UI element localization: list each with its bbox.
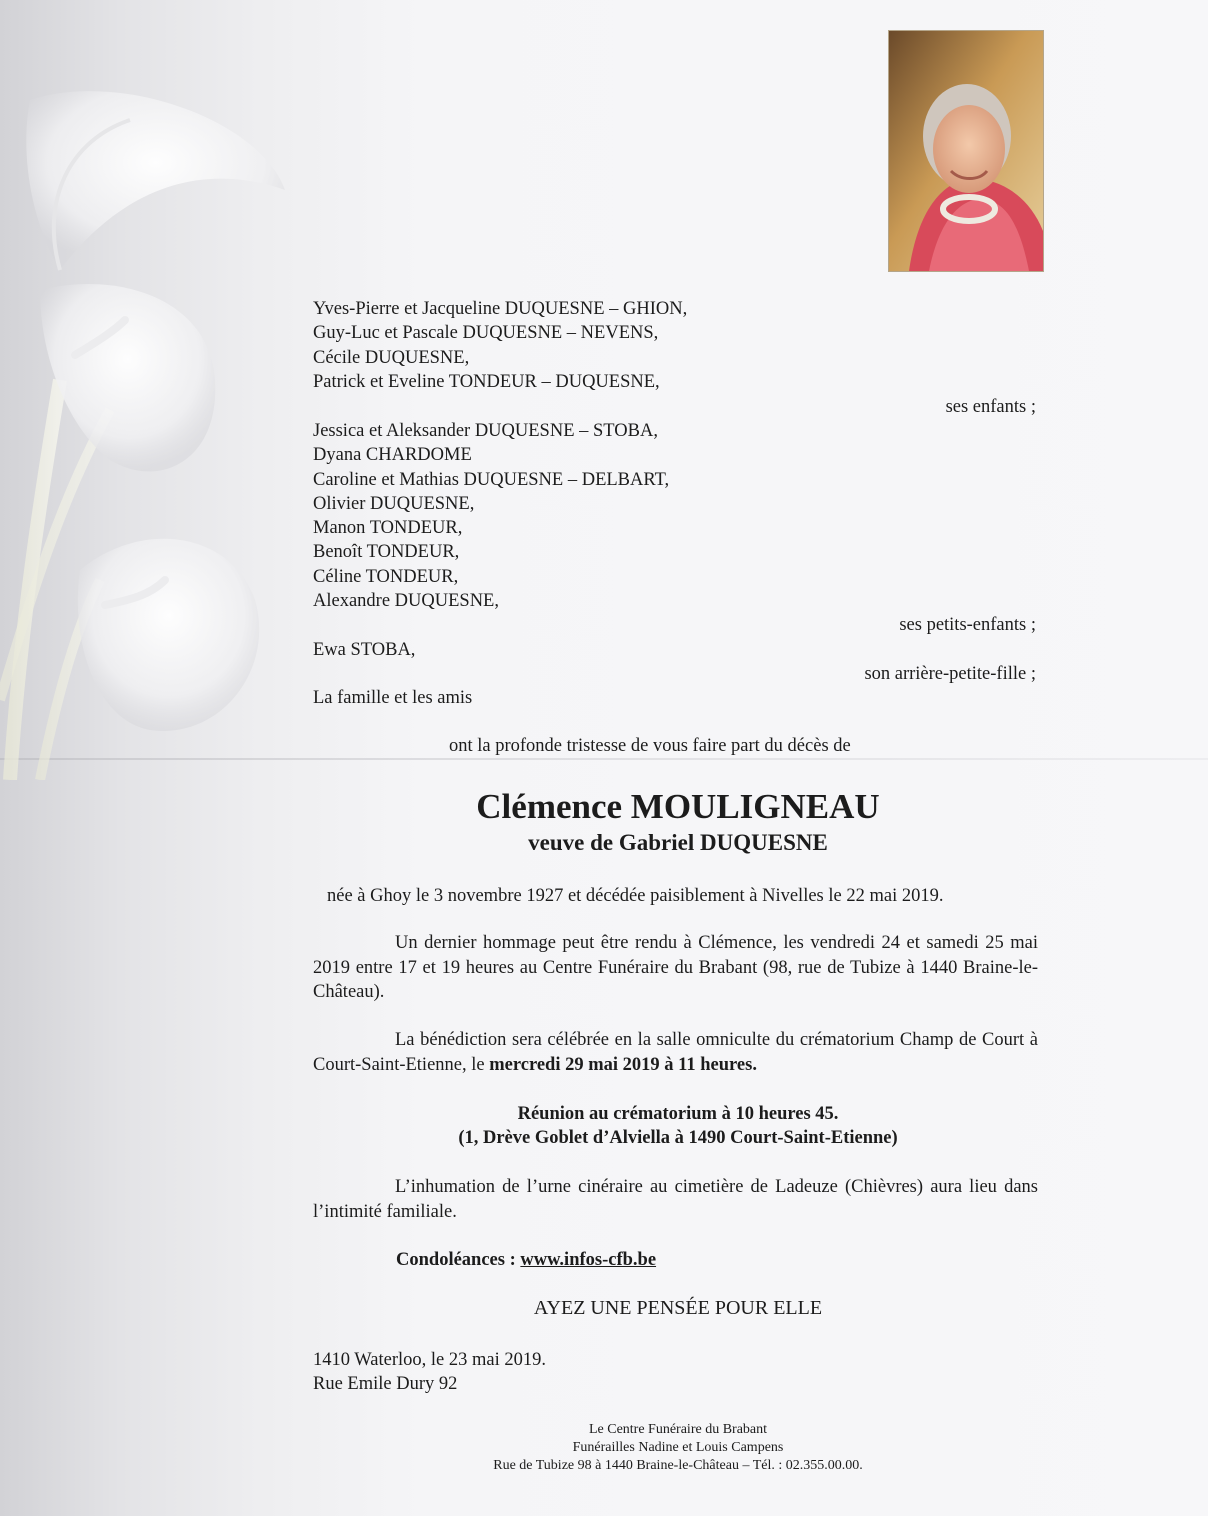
child-entry: Guy-Luc et Pascale DUQUESNE – NEVENS, bbox=[313, 323, 659, 344]
blessing-paragraph bbox=[313, 1028, 1038, 1077]
tribute-text: Un dernier hommage peut être rendu à Clémence, les vendredi 24 et samedi 25 mai 2019 entre 17 et 19 heures au Centre Funéraire du Brabant (98, rue de Tubize à 1440 Braine-le-Château). bbox=[313, 933, 1038, 1002]
portrait-photo bbox=[888, 30, 1044, 272]
blessing-text: La bénédiction sera célébrée en la salle omniculte du crématorium Champ de Court à Court-Saint-Etienne, le bbox=[313, 1030, 1038, 1075]
grandchild-entry: Caroline et Mathias DUQUESNE – DELBART, bbox=[313, 469, 670, 490]
grandchild-entry: Céline TONDEUR, bbox=[313, 566, 459, 587]
meeting-line-1: Réunion au crématorium à 10 heures 45. bbox=[517, 1104, 839, 1124]
announcement-text: ont la profonde tristesse de vous faire part du décès de bbox=[449, 736, 851, 756]
burial-text: L’inhumation de l’urne cinéraire au cimetière de Ladeuze (Chièvres) aura lieu dans l’intimité familiale. bbox=[313, 1177, 1038, 1222]
grandchild-entry: Alexandre DUQUESNE, bbox=[313, 591, 499, 612]
grandchild-entry: Jessica et Aleksander DUQUESNE – STOBA, bbox=[313, 421, 658, 441]
grandchild-entry: Benoît TONDEUR, bbox=[313, 542, 460, 563]
deceased-first-name: Clémence bbox=[476, 787, 623, 826]
meeting-line-2: (1, Drève Goblet d’Alviella à 1490 Court-Saint-Etienne) bbox=[458, 1128, 898, 1148]
home-address: Rue Emile Dury 92 bbox=[313, 1374, 458, 1394]
footer-line-2: Funérailles Nadine et Louis Campens bbox=[572, 1440, 784, 1455]
children-label: ses enfants ; bbox=[945, 397, 1036, 417]
widow-of: veuve de Gabriel DUQUESNE bbox=[528, 830, 828, 855]
funeral-home-footer bbox=[313, 1421, 1043, 1475]
burial-paragraph bbox=[313, 1175, 1038, 1224]
deceased-last-name: MOULIGNEAU bbox=[630, 787, 880, 826]
deceased-name bbox=[313, 786, 1043, 828]
great-grandchild-entry: Ewa STOBA, bbox=[313, 640, 416, 660]
grandchild-entry: Manon TONDEUR, bbox=[313, 518, 463, 539]
children-list bbox=[313, 297, 687, 394]
great-grandchild-label: son arrière-petite-fille ; bbox=[864, 664, 1036, 684]
footer-line-3: Rue de Tubize 98 à 1440 Braine-le-Château – Tél. : 02.355.00.00. bbox=[493, 1458, 863, 1473]
child-entry: Cécile DUQUESNE, bbox=[313, 347, 470, 368]
footer-line-1: Le Centre Funéraire du Brabant bbox=[588, 1422, 768, 1437]
grandchild-entry: Olivier DUQUESNE, bbox=[313, 493, 475, 514]
grandchildren-list bbox=[313, 419, 669, 613]
grandchild-entry: Dyana CHARDOME bbox=[313, 445, 472, 466]
condolences-link[interactable]: www.infos-cfb.be bbox=[520, 1250, 657, 1270]
calla-lily-decoration-icon bbox=[0, 80, 300, 780]
grandchildren-label: ses petits-enfants ; bbox=[899, 615, 1036, 635]
blessing-datetime: mercredi 29 mai 2019 à 11 heures. bbox=[489, 1054, 757, 1075]
child-entry: Patrick et Eveline TONDEUR – DUQUESNE, bbox=[313, 371, 660, 392]
condolences-label: Condoléances : bbox=[396, 1250, 516, 1270]
place-date: 1410 Waterloo, le 23 mai 2019. bbox=[313, 1350, 546, 1370]
tribute-paragraph bbox=[313, 931, 1038, 1005]
birth-death-text: née à Ghoy le 3 novembre 1927 et décédée paisiblement à Nivelles le 22 mai 2019. bbox=[327, 886, 944, 906]
portrait-image-icon bbox=[889, 31, 1043, 271]
family-and-friends: La famille et les amis bbox=[313, 688, 473, 708]
blessing-text-container bbox=[313, 1028, 1038, 1077]
child-entry: Yves-Pierre et Jacqueline DUQUESNE – GHION, bbox=[313, 299, 688, 319]
condolences bbox=[396, 1248, 656, 1272]
closing-text: AYEZ UNE PENSÉE POUR ELLE bbox=[533, 1297, 823, 1319]
